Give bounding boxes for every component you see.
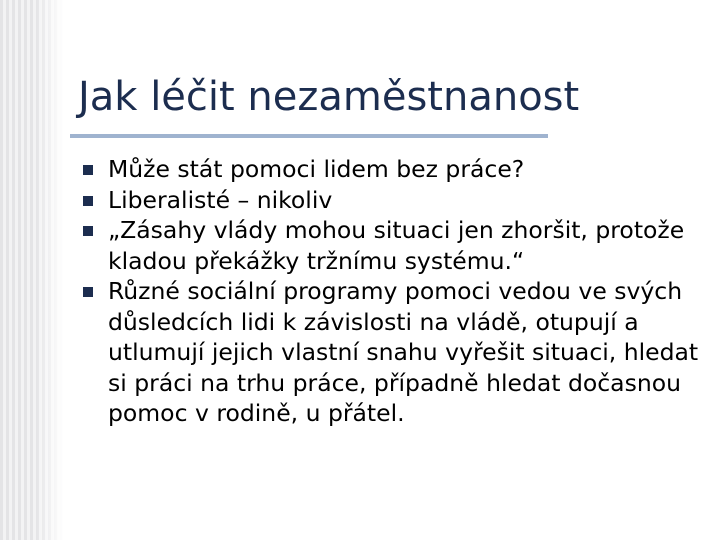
bullet-item-3 — [80, 215, 705, 276]
square-bullet-icon — [83, 287, 93, 297]
square-bullet-icon — [83, 165, 93, 175]
title-underline — [70, 134, 548, 138]
square-bullet-icon — [83, 226, 93, 236]
bullet-list — [80, 154, 705, 429]
bullet-text-3: „Zásahy vlády mohou situaci jen zhoršit, protože kladou překážky tržnímu systému.“ — [108, 216, 685, 275]
bullet-text-2: Liberalisté – nikoliv — [108, 185, 333, 214]
bullet-item-4 — [80, 276, 705, 429]
square-bullet-icon — [83, 196, 93, 206]
bullet-text-1: Může stát pomoci lidem bez práce? — [108, 155, 525, 183]
side-stripe-fade — [0, 0, 64, 540]
bullet-text-4: Různé sociální programy pomoci vedou ve svých důsledcích lidi k závislosti na vládě, otupují a utlumují jejich vlastní snahu vyřešit situaci, hledat si práci na trhu práce, případně hledat dočasnou pomoc v rodině, u přátel. — [108, 277, 699, 427]
slide-title: Jak léčit nezaměstnanost — [78, 74, 580, 120]
bullet-item-2 — [80, 185, 705, 216]
bullet-item-1 — [80, 154, 705, 185]
